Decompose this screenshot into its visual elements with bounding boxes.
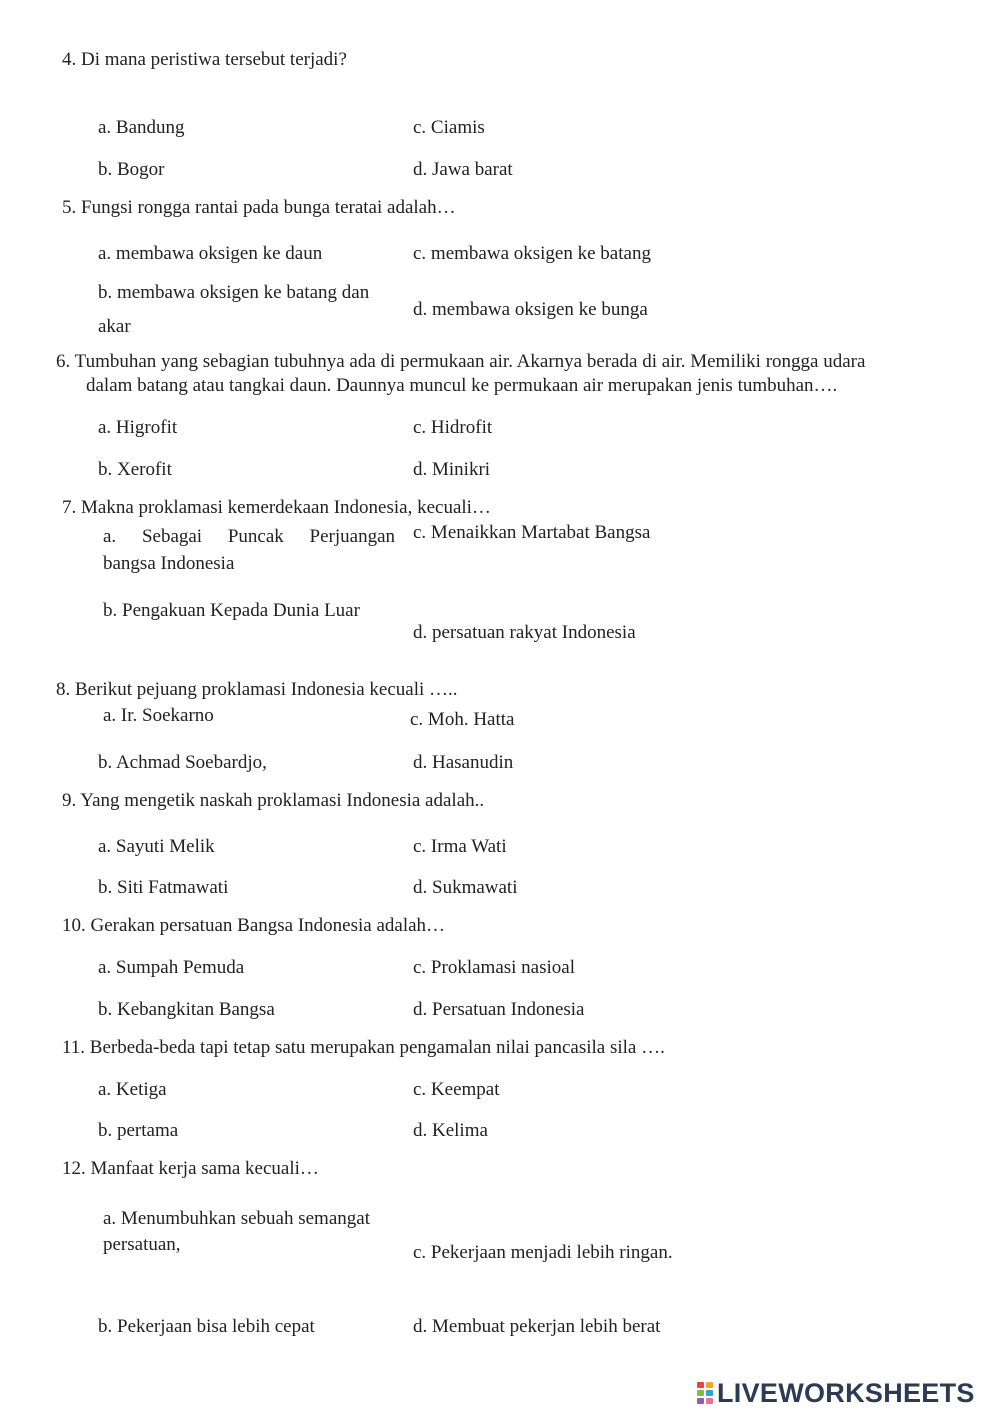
q11-option-d[interactable]: d. Kelima: [413, 1120, 488, 1141]
q7-option-c[interactable]: c. Menaikkan Martabat Bangsa: [413, 522, 651, 543]
question-10-text: 10. Gerakan persatuan Bangsa Indonesia adalah…: [62, 915, 446, 936]
logo-square-5: [697, 1398, 704, 1404]
q10-option-d[interactable]: d. Persatuan Indonesia: [413, 999, 585, 1020]
logo-square-1: [697, 1382, 704, 1388]
q7-option-d[interactable]: d. persatuan rakyat Indonesia: [413, 622, 636, 643]
q7-option-a[interactable]: a. Sebagai Puncak Perjuangan: [103, 526, 395, 547]
question-4-text: 4. Di mana peristiwa tersebut terjadi?: [62, 49, 347, 70]
q4-option-c[interactable]: c. Ciamis: [413, 117, 485, 138]
q12-option-c[interactable]: c. Pekerjaan menjadi lebih ringan.: [413, 1242, 673, 1263]
q8-option-a[interactable]: a. Ir. Soekarno: [103, 705, 214, 726]
q9-option-b[interactable]: b. Siti Fatmawati: [98, 877, 229, 898]
logo-square-4: [706, 1390, 713, 1396]
q12-option-a-continued[interactable]: persatuan,: [103, 1234, 181, 1255]
q6-option-d[interactable]: d. Minikri: [413, 459, 491, 480]
q5-option-d[interactable]: d. membawa oksigen ke bunga: [413, 299, 648, 320]
q5-option-b-continued[interactable]: akar: [98, 316, 131, 337]
q10-option-c[interactable]: c. Proklamasi nasioal: [413, 957, 575, 978]
q4-option-d[interactable]: d. Jawa barat: [413, 159, 513, 180]
q11-option-b[interactable]: b. pertama: [98, 1120, 179, 1141]
question-9-text: 9. Yang mengetik naskah proklamasi Indonesia adalah..: [62, 790, 485, 811]
logo-square-3: [697, 1390, 704, 1396]
q9-option-d[interactable]: d. Sukmawati: [413, 877, 518, 898]
q12-option-d[interactable]: d. Membuat pekerjan lebih berat: [413, 1316, 661, 1337]
q4-option-b[interactable]: b. Bogor: [98, 159, 165, 180]
q8-option-c[interactable]: c. Moh. Hatta: [410, 709, 515, 730]
q9-option-a[interactable]: a. Sayuti Melik: [98, 836, 215, 857]
question-5-text: 5. Fungsi rongga rantai pada bunga teratai adalah…: [62, 197, 456, 218]
q11-option-c[interactable]: c. Keempat: [413, 1079, 500, 1100]
question-6-text-continued: dalam batang atau tangkai daun. Daunnya muncul ke permukaan air merupakan jenis tumbuhan….: [86, 375, 838, 396]
q10-option-b[interactable]: b. Kebangkitan Bangsa: [98, 999, 275, 1020]
q12-option-b[interactable]: b. Pekerjaan bisa lebih cepat: [98, 1316, 315, 1337]
question-7-text: 7. Makna proklamasi kemerdekaan Indonesia, kecuali…: [62, 497, 491, 518]
q5-option-c[interactable]: c. membawa oksigen ke batang: [413, 243, 651, 264]
logo-square-6: [706, 1398, 713, 1404]
question-8-text: 8. Berikut pejuang proklamasi Indonesia kecuali …..: [56, 679, 458, 700]
q7-option-b[interactable]: b. Pengakuan Kepada Dunia Luar: [103, 600, 360, 621]
q11-option-a[interactable]: a. Ketiga: [98, 1079, 167, 1100]
q8-option-d[interactable]: d. Hasanudin: [413, 752, 514, 773]
q12-option-a[interactable]: a. Menumbuhkan sebuah semangat: [103, 1208, 370, 1229]
question-11-text: 11. Berbeda-beda tapi tetap satu merupakan pengamalan nilai pancasila sila ….: [62, 1037, 665, 1058]
logo-square-2: [706, 1382, 713, 1388]
question-12-text: 12. Manfaat kerja sama kecuali…: [62, 1158, 319, 1179]
q6-option-b[interactable]: b. Xerofit: [98, 459, 172, 480]
liveworksheets-logo: [697, 1378, 975, 1408]
q5-option-a[interactable]: a. membawa oksigen ke daun: [98, 243, 323, 264]
q4-option-a[interactable]: a. Bandung: [98, 117, 185, 138]
liveworksheets-logo-text: LIVEWORKSHEETS: [717, 1377, 975, 1408]
q10-option-a[interactable]: a. Sumpah Pemuda: [98, 957, 245, 978]
q6-option-a[interactable]: a. Higrofit: [98, 417, 178, 438]
q5-option-b[interactable]: b. membawa oksigen ke batang dan: [98, 282, 370, 303]
liveworksheets-logo-icon: [697, 1382, 713, 1404]
q9-option-c[interactable]: c. Irma Wati: [413, 836, 507, 857]
q7-option-a-continued[interactable]: bangsa Indonesia: [103, 553, 235, 574]
q8-option-b[interactable]: b. Achmad Soebardjo,: [98, 752, 267, 773]
q6-option-c[interactable]: c. Hidrofit: [413, 417, 493, 438]
question-6-text: 6. Tumbuhan yang sebagian tubuhnya ada di permukaan air. Akarnya berada di air. Memiliki rongga udara: [56, 351, 866, 372]
